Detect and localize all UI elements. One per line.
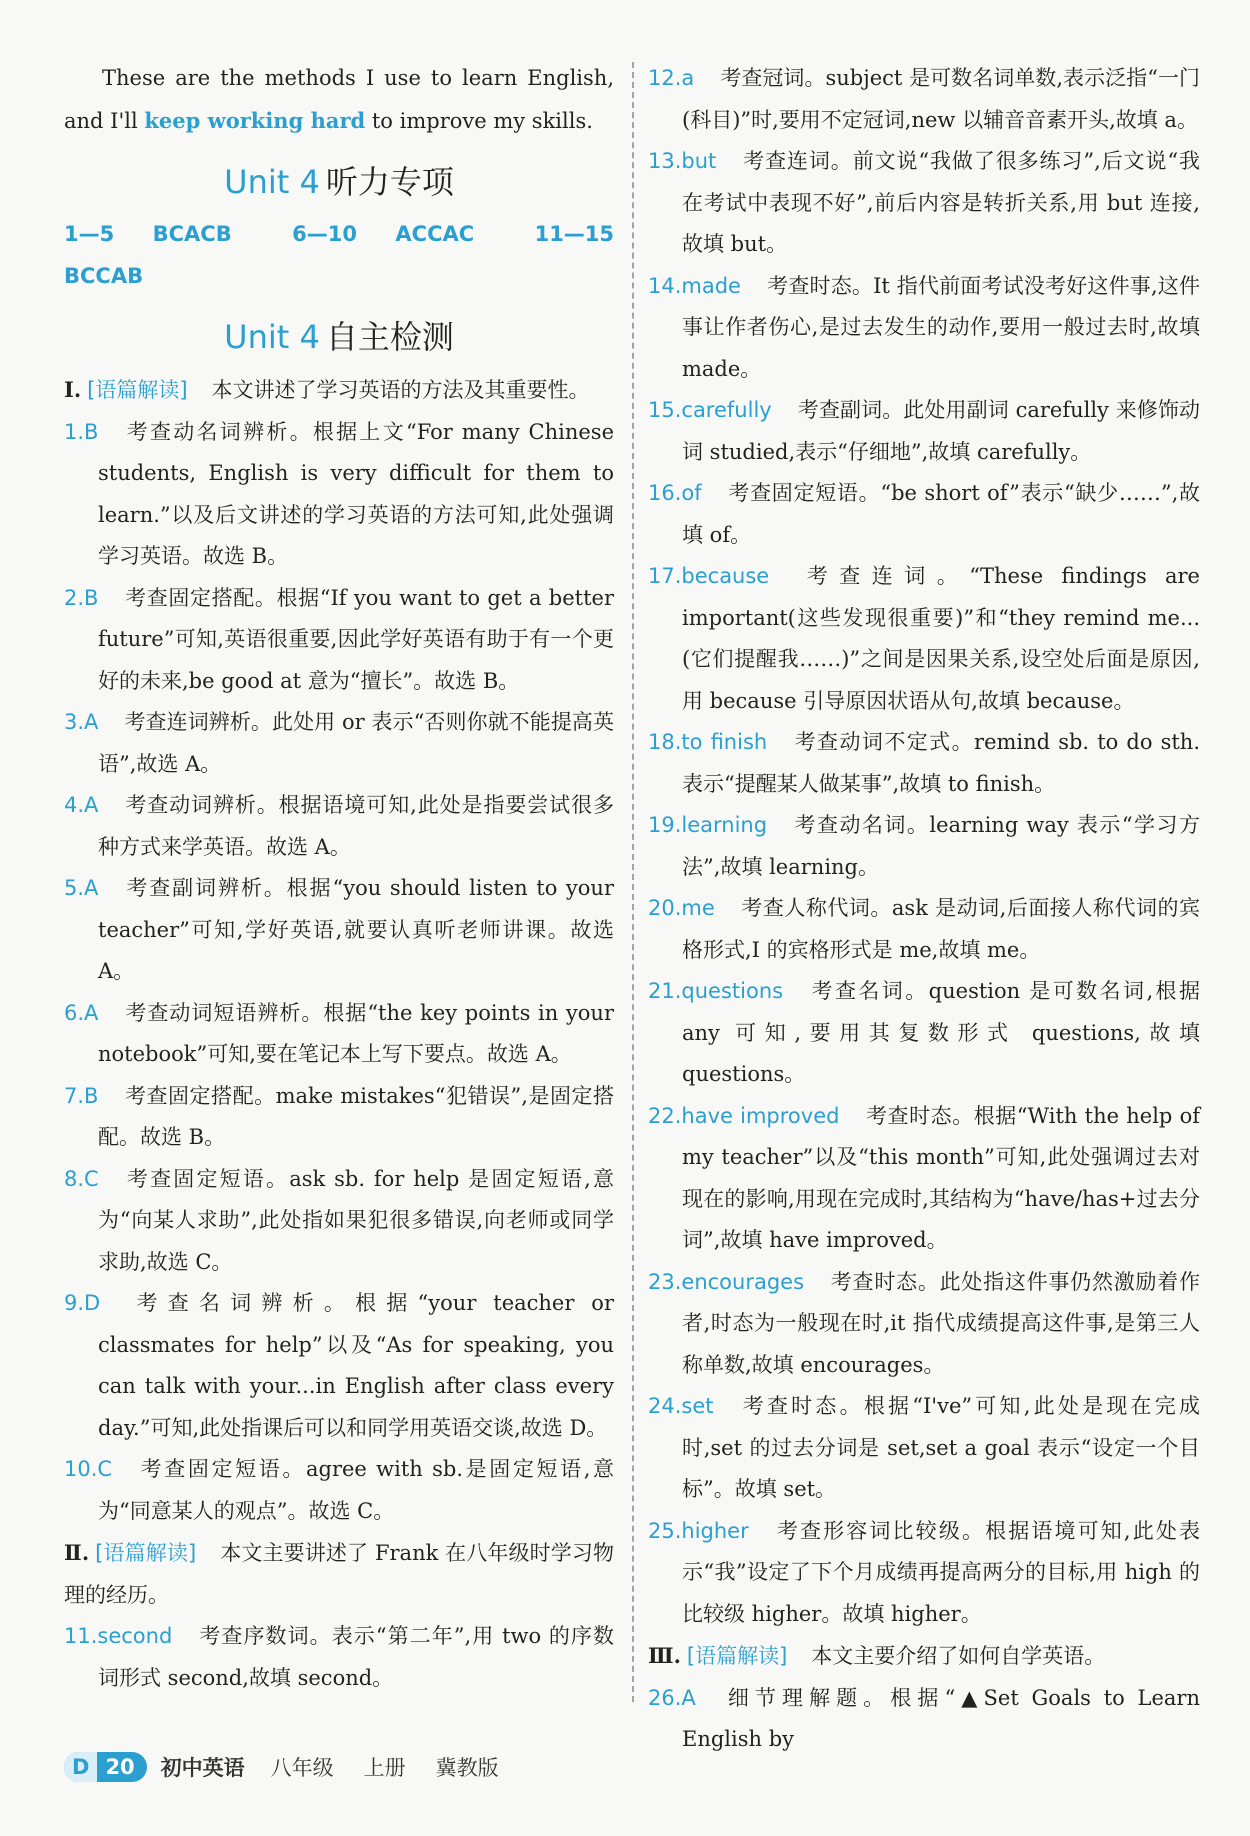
answer-group: 11—15 BCCAB bbox=[64, 222, 615, 288]
section-numeral: Ⅰ. bbox=[64, 377, 82, 402]
answer-item bbox=[64, 993, 614, 1076]
answer-item bbox=[648, 888, 1200, 971]
answer-item bbox=[648, 805, 1200, 888]
grade-label: 八年级 bbox=[270, 1756, 334, 1780]
answer-item bbox=[64, 412, 614, 578]
answer-number: 9.D bbox=[64, 1291, 101, 1315]
answer-number: 15.carefully bbox=[648, 398, 772, 422]
answer-item bbox=[648, 1678, 1200, 1761]
answer-explanation: 考查固定短语。ask sb. for help 是固定短语,意为“向某人求助”,此处指如果犯很多错误,向老师或同学求助,故选 C。 bbox=[98, 1166, 614, 1274]
section-summary: 本文主要讲述了 Frank 在八年级时学习物理的经历。 bbox=[64, 1541, 614, 1607]
answer-item bbox=[648, 266, 1200, 391]
right-answer-list bbox=[648, 58, 1200, 1635]
badge-letter: D bbox=[64, 1752, 97, 1782]
answer-item bbox=[648, 556, 1200, 722]
answer-number: 20.me bbox=[648, 896, 715, 920]
answer-item bbox=[64, 785, 614, 868]
answer-item bbox=[64, 1159, 614, 1284]
section-summary: 本文讲述了学习英语的方法及其重要性。 bbox=[211, 378, 590, 402]
answer-explanation: 考查时态。此处指这件事仍然激励着作者,时态为一般现在时,it 指代成绩提高这件事,是第三人称单数,故填 encourages。 bbox=[682, 1269, 1200, 1377]
answer-number: 23.encourages bbox=[648, 1269, 805, 1294]
answer-group: 6—10 ACCAC bbox=[292, 222, 475, 246]
answer-item bbox=[648, 1262, 1200, 1387]
answer-item bbox=[648, 1511, 1200, 1636]
left-answer-list bbox=[64, 412, 614, 1533]
answer-explanation: 考查副词。此处用副词 carefully 来修饰动词 studied,表示“仔细地”,故填 carefully。 bbox=[682, 398, 1200, 464]
answer-item bbox=[64, 868, 614, 993]
answer-explanation: 细节理解题。根据“▲Set Goals to Learn English by bbox=[682, 1685, 1200, 1751]
page-badge bbox=[64, 1752, 147, 1782]
answer-explanation: 考查连词。前文说“我做了很多练习”,后文说“我在考试中表现不好”,前后内容是转折关系,用 but 连接,故填 but。 bbox=[682, 149, 1200, 256]
section-3-intro bbox=[648, 1635, 1200, 1678]
intro-highlight: keep working hard bbox=[144, 107, 366, 133]
intro-paragraph bbox=[64, 58, 614, 142]
answer-explanation: 考查形容词比较级。根据语境可知,此处表示“我”设定了下个月成绩再提高两分的目标,用 high 的比较级 higher。故填 higher。 bbox=[682, 1518, 1200, 1626]
answer-item bbox=[64, 702, 614, 785]
answer-item bbox=[648, 1096, 1200, 1262]
answer-explanation: 考查时态。It 指代前面考试没考好这件事,这件事让作者伤心,是过去发生的动作,要用一般过去时,故填 made。 bbox=[682, 273, 1200, 381]
answer-group: 1—5 BCACB bbox=[64, 222, 232, 246]
column-divider bbox=[632, 62, 634, 1702]
answer-number: 8.C bbox=[64, 1166, 99, 1191]
answer-explanation: 考查固定搭配。make mistakes“犯错误”,是固定搭配。故选 B。 bbox=[98, 1083, 614, 1149]
section-numeral: Ⅱ. bbox=[64, 1540, 90, 1565]
answer-explanation: 考查时态。根据“With the help of my teacher”以及“this month”可知,此处强调过去对现在的影响,用现在完成时,其结构为“have/has+过去分词”,故填 have improved。 bbox=[682, 1103, 1201, 1252]
unit-label: Unit 4 bbox=[224, 163, 320, 201]
listening-title bbox=[64, 156, 614, 208]
term-label: 上册 bbox=[363, 1756, 406, 1780]
answer-number: 18.to finish bbox=[648, 730, 768, 754]
answer-number: 21.questions bbox=[648, 979, 784, 1003]
answer-number: 11.second bbox=[64, 1624, 173, 1648]
answer-number: 22.have improved bbox=[648, 1103, 840, 1128]
intro-text: These are the methods I use to learn English, and I'll bbox=[64, 66, 614, 133]
answer-item bbox=[648, 390, 1200, 473]
answer-explanation: 考查动词短语辨析。根据“the key points in your notebook”可知,要在笔记本上写下要点。故选 A。 bbox=[98, 1000, 614, 1066]
answer-item bbox=[648, 1386, 1200, 1511]
answer-number: 13.but bbox=[648, 149, 717, 173]
listening-title-text: 听力专项 bbox=[325, 163, 454, 201]
answer-number: 3.A bbox=[64, 710, 99, 734]
answer-explanation: 考查副词辨析。根据“you should listen to your teacher”可知,学好英语,就要认真听老师讲课。故选 A。 bbox=[98, 876, 614, 983]
answer-explanation: 考查连词辨析。此处用 or 表示“否则你就不能提高英语”,故选 A。 bbox=[98, 710, 614, 776]
section-numeral: Ⅲ. bbox=[648, 1643, 681, 1668]
answer-item bbox=[648, 58, 1200, 141]
answer-item bbox=[64, 1449, 614, 1532]
listening-answers bbox=[64, 214, 614, 297]
answer-number: 10.C bbox=[64, 1457, 113, 1481]
answer-number: 12.a bbox=[648, 66, 695, 90]
answer-explanation: 考查序数词。表示“第二年”,用 two 的序数词形式 second,故填 second。 bbox=[98, 1624, 614, 1690]
answer-explanation: 考查动词辨析。根据语境可知,此处是指要尝试很多种方式来学英语。故选 A。 bbox=[98, 793, 614, 859]
answer-number: 1.B bbox=[64, 419, 99, 444]
section-tag: [语篇解读] bbox=[95, 1541, 197, 1565]
section-tag: [语篇解读] bbox=[686, 1644, 788, 1668]
answer-number: 19.learning bbox=[648, 813, 768, 837]
answer-number: 17.because bbox=[648, 564, 770, 588]
answer-item bbox=[64, 1283, 614, 1449]
answer-item bbox=[64, 578, 614, 703]
answer-explanation: 考查连词。“These findings are important(这些发现很重要)”和“they remind me...(它们提醒我……)”之间是因果关系,设空处后面是原因,用 because 引导原因状语从句,故填 because。 bbox=[682, 564, 1200, 713]
left-column bbox=[64, 58, 614, 1699]
answer-item bbox=[648, 971, 1200, 1096]
answer-explanation: 考查动名词。learning way 表示“学习方法”,故填 learning。 bbox=[682, 813, 1200, 879]
answer-item bbox=[648, 722, 1200, 805]
answer-number: 2.B bbox=[64, 585, 99, 610]
answer-item bbox=[648, 141, 1200, 266]
page-number: 20 bbox=[105, 1755, 135, 1779]
test-title bbox=[64, 311, 614, 363]
answer-number: 5.A bbox=[64, 876, 99, 900]
left-answer-list-2 bbox=[64, 1616, 614, 1699]
answer-number: 25.higher bbox=[648, 1518, 749, 1543]
answer-number: 24.set bbox=[648, 1394, 714, 1418]
subject-label: 初中英语 bbox=[160, 1756, 245, 1780]
section-summary: 本文主要介绍了如何自学英语。 bbox=[811, 1644, 1106, 1668]
answer-number: 16.of bbox=[648, 481, 702, 505]
section-tag: [语篇解读] bbox=[87, 378, 188, 402]
answer-explanation: 考查动词不定式。remind sb. to do sth.表示“提醒某人做某事”,故填 to finish。 bbox=[682, 730, 1200, 796]
answer-explanation: 考查固定短语。“be short of”表示“缺少……”,故填 of。 bbox=[682, 481, 1200, 547]
answer-explanation: 考查时态。根据“I've”可知,此处是现在完成时,set 的过去分词是 set,set a goal 表示“设定一个目标”。故填 set。 bbox=[682, 1394, 1200, 1501]
section-2-intro bbox=[64, 1532, 614, 1616]
answer-explanation: 考查固定搭配。根据“If you want to get a better future”可知,英语很重要,因此学好英语有助于有一个更好的未来,be good at 意为“擅长”。故选 B。 bbox=[98, 585, 614, 693]
answer-number: 26.A bbox=[648, 1685, 696, 1710]
test-title-text: 自主检测 bbox=[325, 318, 454, 356]
answer-explanation: 考查固定短语。agree with sb.是固定短语,意为“同意某人的观点”。故选 C。 bbox=[98, 1457, 614, 1523]
answer-number: 6.A bbox=[64, 1000, 99, 1025]
answer-number: 7.B bbox=[64, 1083, 99, 1108]
answer-explanation: 考查动名词辨析。根据上文“For many Chinese students, English is very difficult for them to learn.”以及后文讲述的学习英语的方法可知,此处强调学习英语。故选 B。 bbox=[98, 419, 614, 568]
unit-label: Unit 4 bbox=[224, 318, 320, 356]
answer-explanation: 考查冠词。subject 是可数名词单数,表示泛指“一门(科目)”时,要用不定冠词,new 以辅音音素开头,故填 a。 bbox=[682, 66, 1200, 132]
answer-item bbox=[64, 1076, 614, 1159]
section-1-intro bbox=[64, 369, 614, 412]
answer-number: 4.A bbox=[64, 793, 99, 817]
answer-explanation: 考查人称代词。ask 是动词,后面接人称代词的宾格形式,I 的宾格形式是 me,故填 me。 bbox=[682, 896, 1200, 962]
intro-text-end: to improve my skills. bbox=[365, 108, 593, 133]
answer-explanation: 考查名词辨析。根据“your teacher or classmates for help”以及“As for speaking, you can talk with your...in English after class every day.”可知,此处指课后可以和同学用英语交谈,故选 D。 bbox=[98, 1291, 614, 1440]
answer-number: 14.made bbox=[648, 273, 741, 298]
answer-item bbox=[64, 1616, 614, 1699]
answer-explanation: 考查名词。question 是可数名词,根据 any 可知,要用其复数形式 questions,故填 questions。 bbox=[682, 979, 1200, 1086]
answer-item bbox=[648, 473, 1200, 556]
right-column bbox=[648, 58, 1200, 1761]
page-footer bbox=[64, 1750, 515, 1784]
right-answer-list-3 bbox=[648, 1678, 1200, 1761]
edition-label: 冀教版 bbox=[435, 1756, 499, 1780]
